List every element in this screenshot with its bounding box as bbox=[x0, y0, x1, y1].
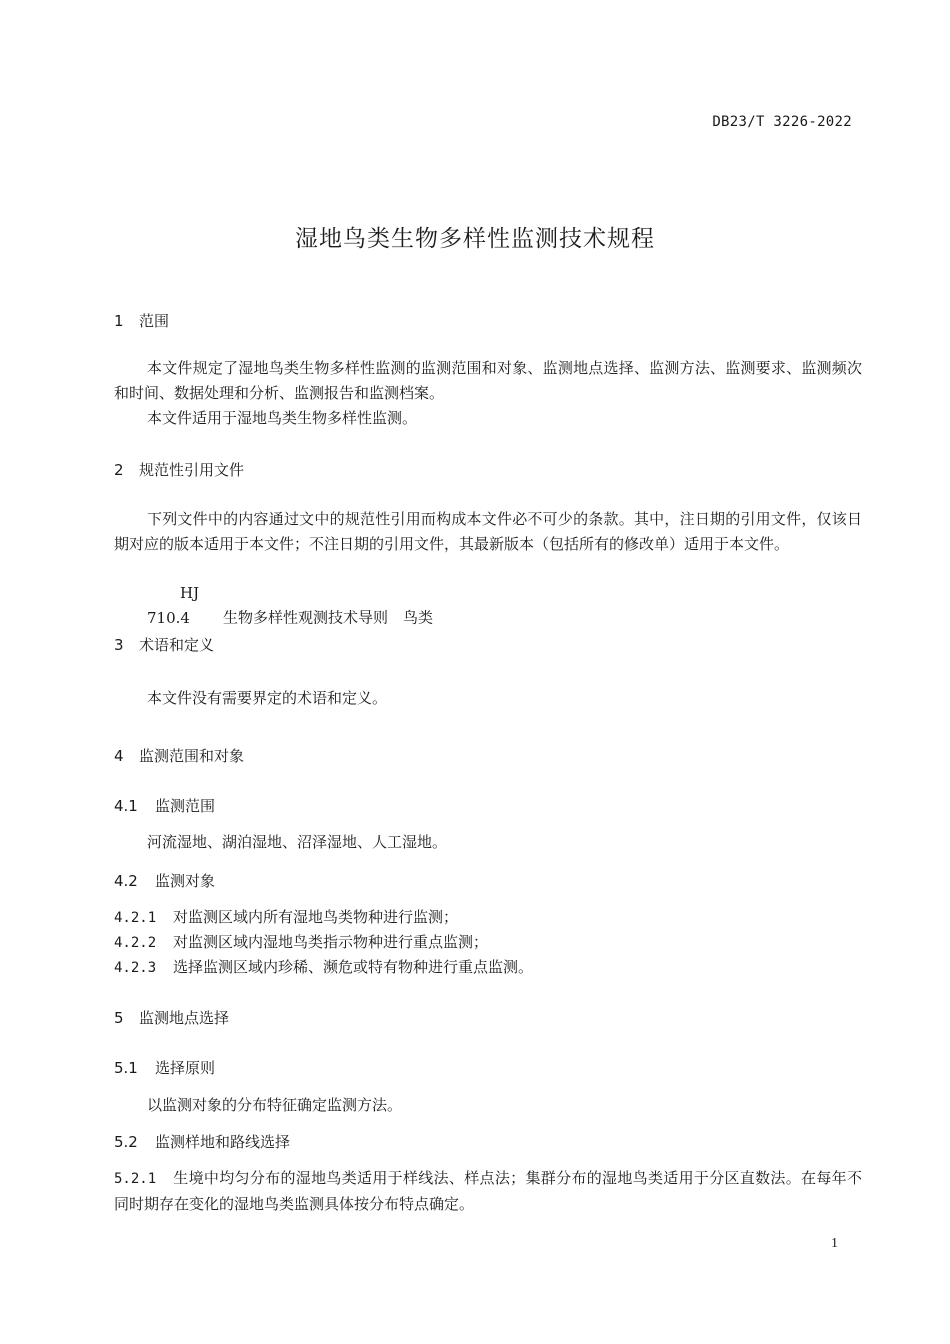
section-5-1-heading bbox=[114, 1057, 215, 1078]
clause-number: 4.2.2 bbox=[114, 935, 157, 951]
section-title: 选择原则 bbox=[155, 1059, 216, 1077]
section-number: 4.1 bbox=[114, 797, 138, 815]
section-title: 监测范围和对象 bbox=[139, 747, 245, 765]
section-4-1-heading bbox=[114, 795, 215, 816]
clause-text: 对监测区域内所有湿地鸟类物种进行监测； bbox=[173, 908, 459, 926]
section-1-paragraph-2: 本文件适用于湿地鸟类生物多样性监测。 bbox=[147, 409, 418, 427]
section-4-2-heading bbox=[114, 870, 215, 891]
section-number: 1 bbox=[114, 312, 124, 330]
normative-reference bbox=[114, 581, 862, 630]
section-title: 范围 bbox=[139, 312, 170, 330]
clause-number: 5.2.1 bbox=[114, 1171, 157, 1187]
section-3-paragraph: 本文件没有需要界定的术语和定义。 bbox=[147, 689, 388, 707]
clause-4-2-1 bbox=[114, 905, 862, 931]
section-number: 4.2 bbox=[114, 872, 138, 890]
clause-number: 4.2.1 bbox=[114, 910, 157, 926]
clause-text: 选择监测区域内珍稀、濒危或特有物种进行重点监测。 bbox=[173, 958, 534, 976]
section-title: 监测对象 bbox=[155, 872, 216, 890]
section-5-heading bbox=[114, 1007, 229, 1028]
section-title: 监测范围 bbox=[155, 797, 216, 815]
document-id: DB23/T 3226-2022 bbox=[712, 114, 852, 130]
section-1-paragraph-1: 本文件规定了湿地鸟类生物多样性监测的监测范围和对象、监测地点选择、监测方法、监测要求、监测频次和时间、数据处理和分析、监测报告和监测档案。 bbox=[114, 359, 862, 402]
clause-text: 生境中均匀分布的湿地鸟类适用于样线法、样点法；集群分布的湿地鸟类适用于分区直数法。在每年不同时期存在变化的湿地鸟类监测具体按分布特点确定。 bbox=[114, 1169, 862, 1213]
page-number: 1 bbox=[831, 1236, 838, 1251]
clause-4-2-2 bbox=[114, 930, 862, 956]
reference-code: HJ 710.4 bbox=[147, 584, 200, 627]
section-title: 监测样地和路线选择 bbox=[155, 1133, 291, 1151]
section-number: 5 bbox=[114, 1009, 124, 1027]
section-number: 4 bbox=[114, 747, 124, 765]
section-2-paragraph: 下列文件中的内容通过文中的规范性引用而构成本文件必不可少的条款。其中，注日期的引用文件，仅该日期对应的版本适用于本文件；不注日期的引用文件，其最新版本（包括所有的修改单）适用于本文件。 bbox=[114, 510, 862, 553]
section-number: 3 bbox=[114, 636, 124, 654]
section-3-heading bbox=[114, 634, 214, 655]
section-title: 监测地点选择 bbox=[139, 1009, 230, 1027]
section-1-heading bbox=[114, 310, 169, 331]
section-5-1-text: 以监测对象的分布特征确定监测方法。 bbox=[147, 1096, 403, 1114]
section-number: 5.1 bbox=[114, 1059, 138, 1077]
section-title: 规范性引用文件 bbox=[139, 461, 245, 479]
reference-title: 生物多样性观测技术导则 鸟类 bbox=[223, 608, 434, 627]
section-number: 2 bbox=[114, 461, 124, 479]
section-4-1-text: 河流湿地、湖泊湿地、沼泽湿地、人工湿地。 bbox=[147, 833, 448, 851]
clause-4-2-3 bbox=[114, 955, 862, 981]
section-number: 5.2 bbox=[114, 1133, 138, 1151]
clause-text: 对监测区域内湿地鸟类指示物种进行重点监测； bbox=[173, 933, 489, 951]
section-title: 术语和定义 bbox=[139, 636, 215, 654]
clause-5-2-1 bbox=[114, 1166, 862, 1216]
section-2-heading bbox=[114, 459, 244, 480]
section-4-heading bbox=[114, 745, 244, 766]
document-title: 湿地鸟类生物多样性监测技术规程 bbox=[295, 226, 655, 252]
clause-number: 4.2.3 bbox=[114, 960, 157, 976]
section-5-2-heading bbox=[114, 1131, 290, 1152]
